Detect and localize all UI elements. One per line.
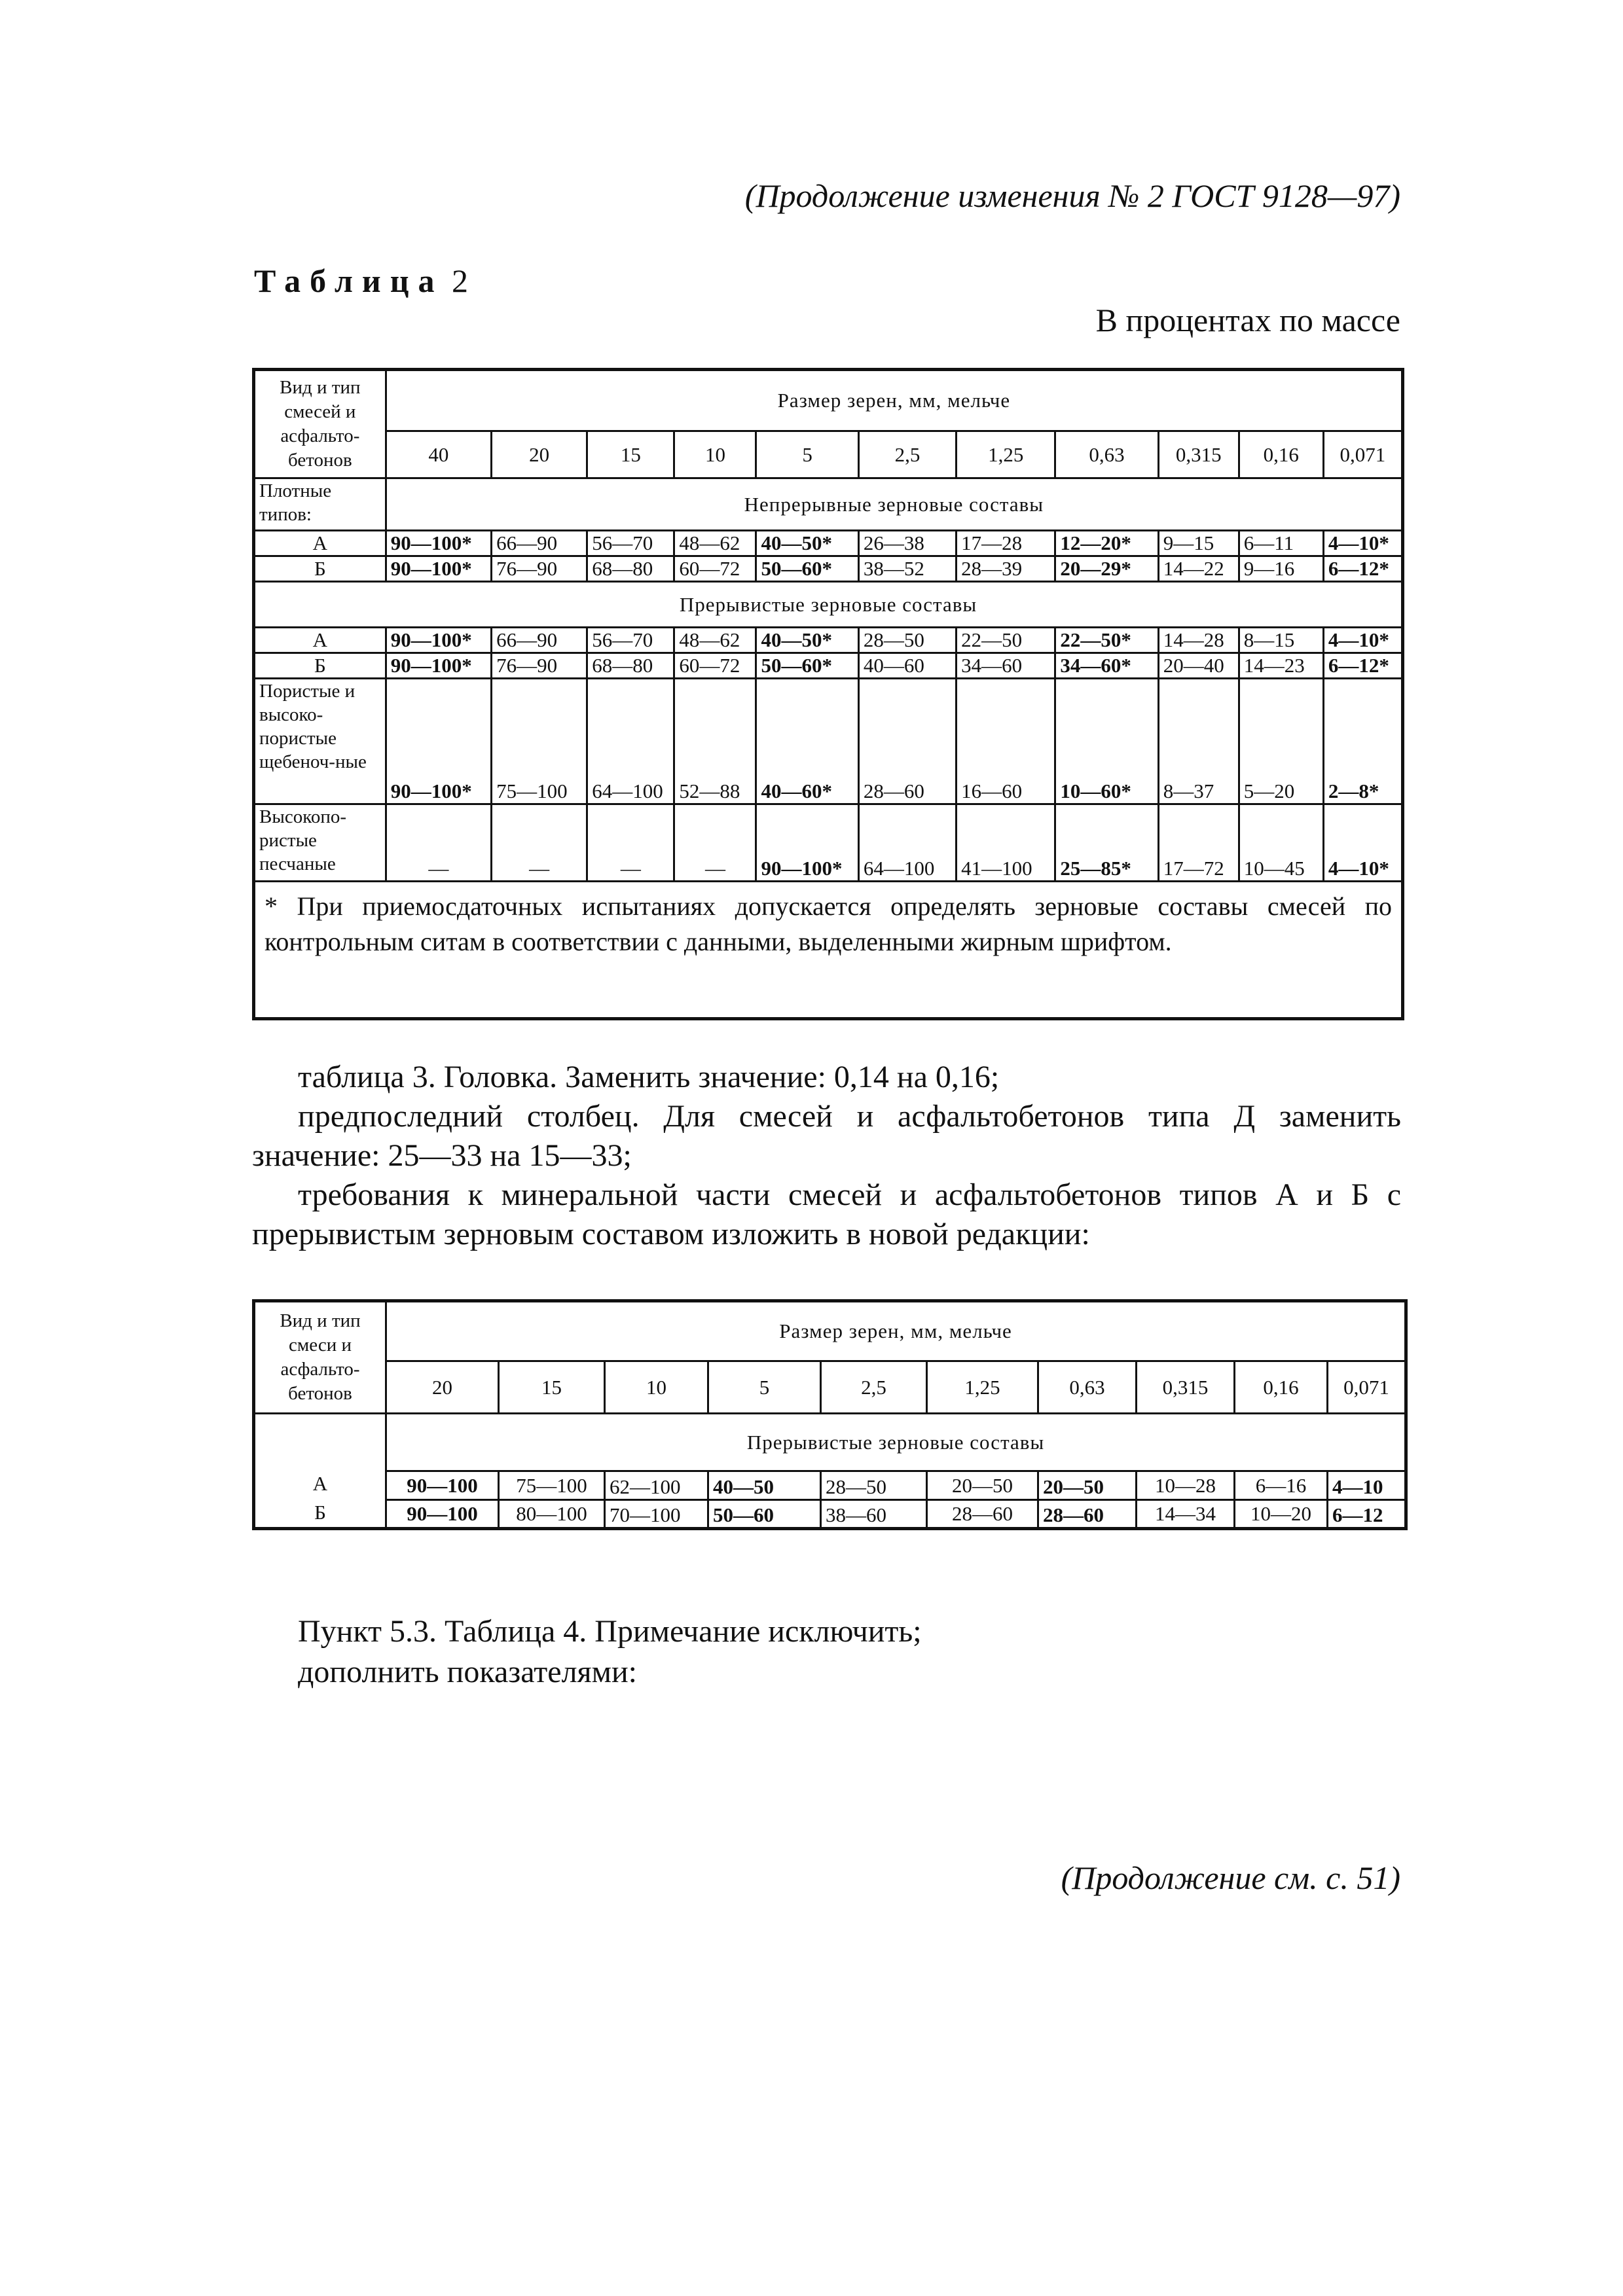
table-cell: 6—12* [1323,556,1402,582]
table-cell: 6—12* [1323,653,1402,679]
size-cell: 20 [386,1361,499,1414]
table-cell: 17—72 [1158,804,1239,882]
table-cell: 75—100 [499,1471,605,1500]
table-2-title [254,262,468,300]
table-cell: 80—100 [499,1500,605,1529]
table-word: Таблица [254,262,444,299]
table-units: В процентах по массе [1095,302,1400,338]
group-continuous: Непрерывные зерновые составы [386,478,1402,531]
table-cell: 10—20 [1235,1500,1328,1529]
header-grain-size: Размер зерен, мм, мельче [386,1301,1406,1361]
table-row [254,804,1403,882]
size-cell: 5 [708,1361,821,1414]
table-row [254,531,1403,556]
size-cell: 10 [605,1361,708,1414]
table-cell: 5—20 [1239,679,1323,804]
table-number: 2 [452,262,469,299]
table-cell: 2—8* [1323,679,1402,804]
table-cell: 70—100 [605,1500,708,1529]
table-cell: 20—50 [1038,1471,1137,1500]
table-cell: — [674,804,756,882]
table-cell: 40—60 [858,653,956,679]
size-row [254,1361,1406,1414]
size-cell: 10 [674,431,756,478]
size-cell: 20 [492,431,587,478]
table-row [254,679,1403,804]
header-type: Вид и тип смеси и асфальто-бетонов [254,1301,386,1414]
row-label: А [254,628,386,653]
table-cell: 14—22 [1158,556,1239,582]
table-row [254,653,1403,679]
table-cell: — [587,804,674,882]
table-cell: — [492,804,587,882]
header-grain-size: Размер зерен, мм, мельче [386,370,1402,431]
table-cell: 68—80 [587,653,674,679]
paragraph: Пункт 5.3. Таблица 4. Примечание исключить; [298,1614,922,1649]
size-cell: 0,071 [1323,431,1402,478]
size-cell: 15 [499,1361,605,1414]
table-cell: 76—90 [492,556,587,582]
table-cell: 9—16 [1239,556,1323,582]
table-cell: 6—12 [1328,1500,1406,1529]
size-cell: 0,315 [1137,1361,1235,1414]
table-cell: 48—62 [674,628,756,653]
row-label-sandy: Высокопо-ристые песчаные [254,804,386,882]
table-cell: 64—100 [858,804,956,882]
row-label-porous: Пористые и высоко-пористые щебеноч-ные [254,679,386,804]
size-cell: 40 [386,431,491,478]
table-cell: 90—100* [386,628,491,653]
size-cell: 1,25 [927,1361,1038,1414]
table-cell: 28—60 [927,1500,1038,1529]
table-row [254,628,1403,653]
table-cell: 28—50 [821,1471,927,1500]
table-cell: 10—60* [1055,679,1158,804]
table-cell: 22—50 [957,628,1055,653]
table-cell: 76—90 [492,653,587,679]
size-cell: 0,63 [1055,431,1158,478]
table-cell: 9—15 [1158,531,1239,556]
table-cell: 20—29* [1055,556,1158,582]
table-cell: 90—100 [386,1500,499,1529]
table-cell: 28—60 [858,679,956,804]
table-cell: 75—100 [492,679,587,804]
table-row [254,1500,1406,1529]
size-row [254,431,1403,478]
table-cell: 90—100* [756,804,858,882]
table-cell: 6—16 [1235,1471,1328,1500]
table-cell: 34—60 [957,653,1055,679]
paragraph: требования к минеральной части смесей и асфальтобетонов типов А и Б с прерывистым зерновым составом изложить в новой редакции: [252,1177,1401,1251]
table-cell: 8—15 [1239,628,1323,653]
table-cell: 14—34 [1137,1500,1235,1529]
table-cell: 4—10* [1323,628,1402,653]
table-cell: 28—39 [957,556,1055,582]
group-discontinuous: Прерывистые зерновые составы [386,1414,1406,1471]
table-cell: 28—60 [1038,1500,1137,1529]
row-labels [254,1414,386,1529]
table-cell: 26—38 [858,531,956,556]
table-cell: 12—20* [1055,531,1158,556]
table-cell: 25—85* [1055,804,1158,882]
table-cell: 8—37 [1158,679,1239,804]
size-cell: 2,5 [858,431,956,478]
table-cell: 6—11 [1239,531,1323,556]
paragraph: таблица 3. Головка. Заменить значение: 0,14 на 0,16; [298,1060,1000,1094]
table-footnote: * При приемосдаточных испытаниях допускается определять зерновые составы смесей по контрольным ситам в соответствии с данными, выделенными жирным шрифтом. [254,882,1403,1019]
row-label: А [254,531,386,556]
size-cell: 0,071 [1328,1361,1406,1414]
table-cell: 28—50 [858,628,956,653]
table-cell: 4—10 [1328,1471,1406,1500]
table-cell: 50—60* [756,556,858,582]
table-cell: 10—45 [1239,804,1323,882]
table-cell: 56—70 [587,531,674,556]
table-cell: 40—50* [756,628,858,653]
table-2 [252,368,1404,1020]
row-label: Б [254,556,386,582]
table-cell: — [386,804,491,882]
table-cell: 17—28 [957,531,1055,556]
table-cell: 62—100 [605,1471,708,1500]
table-cell: 90—100* [386,653,491,679]
row-label: Б [314,1501,326,1524]
size-cell: 2,5 [821,1361,927,1414]
table-cell: 16—60 [957,679,1055,804]
table-cell: 52—88 [674,679,756,804]
amendment-text [252,1058,1401,1254]
table-cell: 41—100 [957,804,1055,882]
size-cell: 15 [587,431,674,478]
table-cell: 90—100* [386,531,491,556]
table-cell: 40—50* [756,531,858,556]
amendment-text-2 [298,1611,922,1693]
table-cell: 38—60 [821,1500,927,1529]
table-cell: 48—62 [674,531,756,556]
row-label: А [312,1472,328,1495]
size-cell: 0,16 [1239,431,1323,478]
table-cell: 64—100 [587,679,674,804]
table-cell: 14—23 [1239,653,1323,679]
size-cell: 5 [756,431,858,478]
table-cell: 22—50* [1055,628,1158,653]
table-cell: 50—60 [708,1500,821,1529]
table-row [254,1471,1406,1500]
table-cell: 60—72 [674,653,756,679]
table-cell: 66—90 [492,531,587,556]
continuation-footer: (Продолжение см. с. 51) [1061,1859,1400,1896]
header-type: Вид и тип смесей и асфальто-бетонов [254,370,386,478]
table-cell: 90—100 [386,1471,499,1500]
paragraph: дополнить показателями: [298,1655,637,1689]
table-cell: 68—80 [587,556,674,582]
paragraph: предпоследний столбец. Для смесей и асфальтобетонов типа Д заменить значение: 25—33 на 15—33; [252,1099,1401,1173]
table-row [254,556,1403,582]
group-discontinuous: Прерывистые зерновые составы [254,582,1403,628]
table-new [252,1299,1408,1530]
table-cell: 66—90 [492,628,587,653]
table-cell: 90—100* [386,679,491,804]
group-dense-label: Плотные типов: [254,478,386,531]
table-cell: 34—60* [1055,653,1158,679]
table-cell: 14—28 [1158,628,1239,653]
table-cell: 56—70 [587,628,674,653]
table-cell: 20—50 [927,1471,1038,1500]
table-cell: 38—52 [858,556,956,582]
table-cell: 10—28 [1137,1471,1235,1500]
size-cell: 0,63 [1038,1361,1137,1414]
table-cell: 40—60* [756,679,858,804]
table-cell: 90—100* [386,556,491,582]
running-header: (Продолжение изменения № 2 ГОСТ 9128—97) [744,177,1400,214]
row-label: Б [254,653,386,679]
table-cell: 20—40 [1158,653,1239,679]
table-cell: 4—10* [1323,804,1402,882]
table-cell: 60—72 [674,556,756,582]
table-cell: 40—50 [708,1471,821,1500]
size-cell: 0,315 [1158,431,1239,478]
size-cell: 1,25 [957,431,1055,478]
size-cell: 0,16 [1235,1361,1328,1414]
table-cell: 50—60* [756,653,858,679]
table-cell: 4—10* [1323,531,1402,556]
